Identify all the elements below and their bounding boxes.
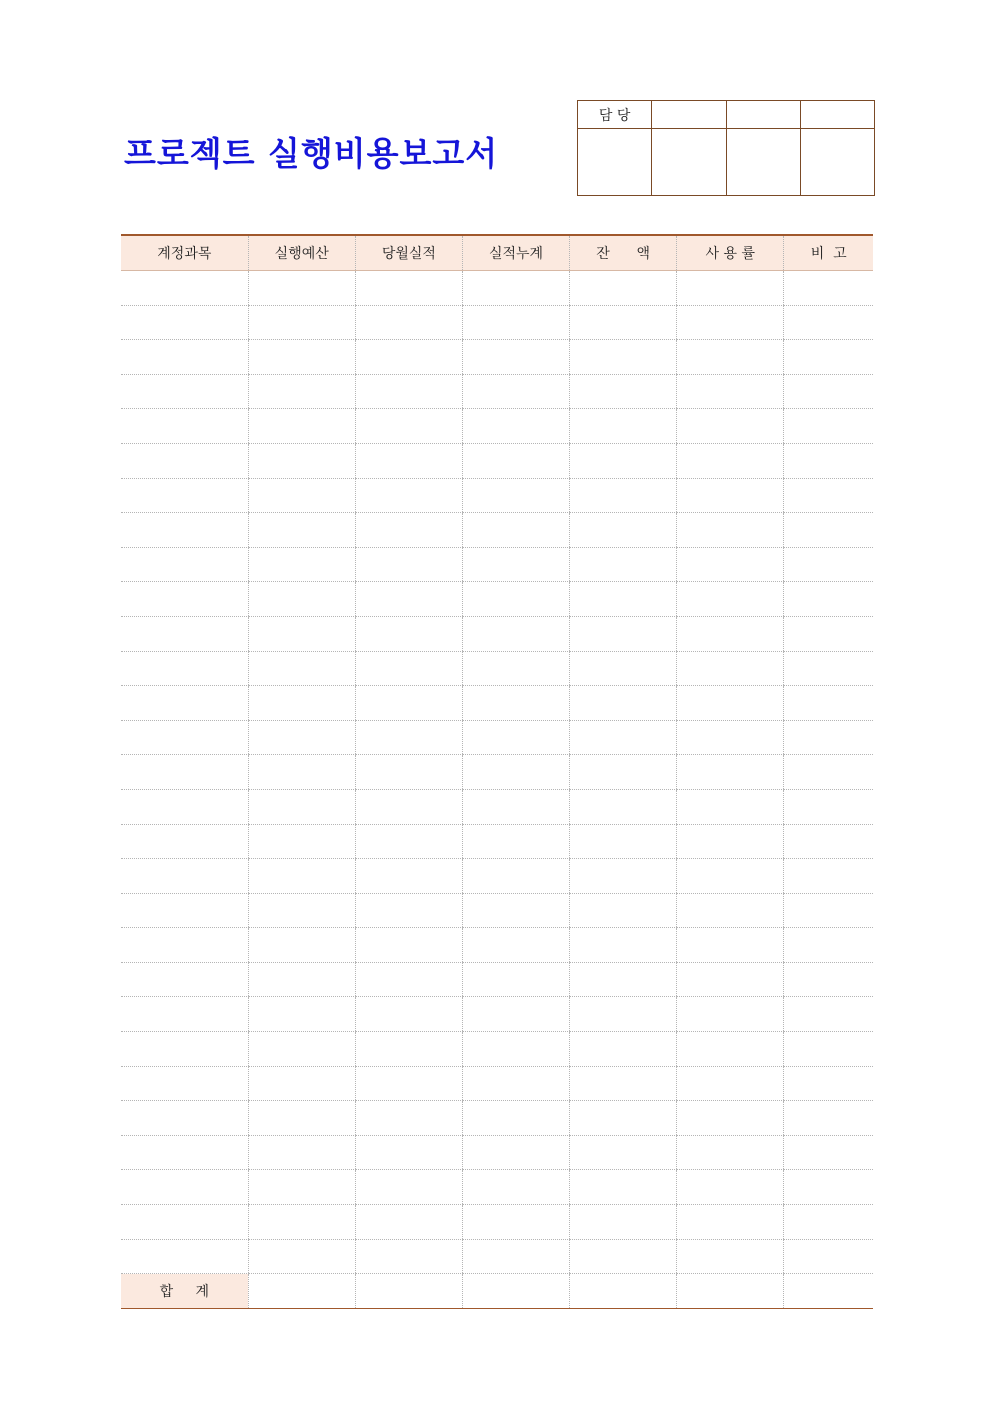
table-row (121, 789, 873, 824)
table-cell[interactable] (784, 824, 873, 859)
table-cell[interactable] (355, 582, 462, 617)
table-cell[interactable] (355, 1170, 462, 1205)
table-cell[interactable] (355, 651, 462, 686)
table-cell[interactable] (121, 1135, 248, 1170)
table-cell[interactable] (248, 616, 355, 651)
table-cell[interactable] (570, 789, 677, 824)
table-cell[interactable] (248, 374, 355, 409)
table-cell[interactable] (355, 478, 462, 513)
table-cell[interactable] (677, 1170, 784, 1205)
table-cell[interactable] (677, 928, 784, 963)
table-cell[interactable] (121, 547, 248, 582)
table-row (121, 893, 873, 928)
table-row (121, 478, 873, 513)
table-cell[interactable] (121, 1101, 248, 1136)
table-cell[interactable] (570, 547, 677, 582)
table-cell[interactable] (677, 478, 784, 513)
table-cell[interactable] (677, 340, 784, 375)
table-cell[interactable] (784, 789, 873, 824)
table-cell[interactable] (570, 374, 677, 409)
table-cell[interactable] (248, 997, 355, 1032)
table-cell[interactable] (677, 443, 784, 478)
table-cell[interactable] (462, 824, 569, 859)
table-cell[interactable] (570, 616, 677, 651)
table-cell[interactable] (784, 997, 873, 1032)
table-cell[interactable] (570, 928, 677, 963)
table-cell[interactable] (248, 962, 355, 997)
expense-table (121, 234, 873, 1309)
table-cell[interactable] (355, 1032, 462, 1067)
table-row (121, 374, 873, 409)
table-cell[interactable] (784, 374, 873, 409)
table-cell[interactable] (570, 1135, 677, 1170)
table-cell[interactable] (121, 720, 248, 755)
table-cell[interactable] (784, 1135, 873, 1170)
table-cell[interactable] (570, 859, 677, 894)
signature-cell (800, 129, 874, 196)
table-cell[interactable] (121, 789, 248, 824)
table-cell[interactable] (570, 1205, 677, 1240)
table-cell[interactable] (784, 1101, 873, 1136)
table-cell[interactable] (677, 651, 784, 686)
table-cell[interactable] (462, 1239, 569, 1274)
table-cell[interactable] (677, 547, 784, 582)
table-cell[interactable] (121, 824, 248, 859)
table-cell[interactable] (355, 893, 462, 928)
table-cell[interactable] (121, 1205, 248, 1240)
table-cell[interactable] (355, 1066, 462, 1101)
table-cell[interactable] (462, 582, 569, 617)
table-cell[interactable] (248, 1170, 355, 1205)
table-cell[interactable] (462, 1101, 569, 1136)
table-cell[interactable] (677, 1274, 784, 1309)
table-row (121, 340, 873, 375)
approval-box (577, 100, 875, 196)
table-cell[interactable] (355, 686, 462, 721)
table-cell[interactable] (784, 1205, 873, 1240)
table-cell[interactable] (784, 409, 873, 444)
table-cell[interactable] (355, 374, 462, 409)
table-cell[interactable] (570, 1101, 677, 1136)
table-cell[interactable] (462, 1032, 569, 1067)
table-cell[interactable] (248, 651, 355, 686)
table-row (121, 1239, 873, 1274)
table-cell[interactable] (248, 789, 355, 824)
table-cell[interactable] (784, 859, 873, 894)
table-cell[interactable] (784, 340, 873, 375)
table-cell[interactable] (248, 928, 355, 963)
table-cell[interactable] (677, 893, 784, 928)
table-cell[interactable] (355, 755, 462, 790)
table-cell[interactable] (355, 513, 462, 548)
table-row (121, 859, 873, 894)
table-cell[interactable] (462, 1170, 569, 1205)
total-label: 합 계 (121, 1274, 248, 1309)
signature-cell (726, 129, 800, 196)
table-cell[interactable] (248, 1066, 355, 1101)
table-cell[interactable] (677, 409, 784, 444)
table-cell[interactable] (462, 755, 569, 790)
table-cell[interactable] (677, 1032, 784, 1067)
table-row (121, 1135, 873, 1170)
table-cell[interactable] (570, 962, 677, 997)
header-remarks: 비 고 (784, 235, 873, 271)
table-cell[interactable] (121, 1170, 248, 1205)
table-cell[interactable] (677, 686, 784, 721)
table-cell[interactable] (570, 997, 677, 1032)
table-cell[interactable] (121, 893, 248, 928)
table-row (121, 1170, 873, 1205)
table-row (121, 513, 873, 548)
table-cell[interactable] (570, 513, 677, 548)
table-cell[interactable] (677, 1135, 784, 1170)
table-cell[interactable] (248, 340, 355, 375)
table-cell[interactable] (248, 409, 355, 444)
table-cell[interactable] (462, 513, 569, 548)
table-row (121, 651, 873, 686)
table-cell[interactable] (462, 340, 569, 375)
table-cell[interactable] (121, 374, 248, 409)
table-cell[interactable] (677, 789, 784, 824)
table-cell[interactable] (570, 305, 677, 340)
table-cell[interactable] (248, 859, 355, 894)
table-cell[interactable] (570, 271, 677, 306)
header-budget: 실행예산 (248, 235, 355, 271)
table-cell[interactable] (355, 616, 462, 651)
table-row (121, 928, 873, 963)
table-cell[interactable] (462, 720, 569, 755)
table-cell[interactable] (677, 1066, 784, 1101)
table-row (121, 755, 873, 790)
table-cell[interactable] (784, 616, 873, 651)
table-row (121, 1032, 873, 1067)
table-cell[interactable] (784, 928, 873, 963)
table-row (121, 1205, 873, 1240)
table-cell[interactable] (570, 1170, 677, 1205)
table-cell[interactable] (570, 1066, 677, 1101)
table-cell[interactable] (677, 582, 784, 617)
table-cell[interactable] (248, 1135, 355, 1170)
table-cell[interactable] (462, 928, 569, 963)
table-cell[interactable] (784, 305, 873, 340)
table-cell[interactable] (355, 443, 462, 478)
table-cell[interactable] (677, 755, 784, 790)
table-cell[interactable] (248, 513, 355, 548)
table-cell[interactable] (248, 755, 355, 790)
table-cell[interactable] (248, 1239, 355, 1274)
table-cell[interactable] (121, 582, 248, 617)
table-cell[interactable] (462, 305, 569, 340)
table-cell[interactable] (462, 789, 569, 824)
table-cell[interactable] (784, 478, 873, 513)
table-row (121, 686, 873, 721)
table-cell[interactable] (248, 547, 355, 582)
table-cell[interactable] (570, 1274, 677, 1309)
approval-cell (800, 101, 874, 129)
table-cell[interactable] (355, 340, 462, 375)
table-cell[interactable] (121, 859, 248, 894)
table-cell[interactable] (355, 789, 462, 824)
table-row (121, 1101, 873, 1136)
table-cell[interactable] (248, 824, 355, 859)
table-cell[interactable] (462, 1205, 569, 1240)
table-cell[interactable] (677, 859, 784, 894)
table-cell[interactable] (677, 1239, 784, 1274)
table-cell[interactable] (121, 478, 248, 513)
table-cell[interactable] (462, 1135, 569, 1170)
table-row (121, 305, 873, 340)
document-title: 프로젝트 실행비용보고서 (124, 134, 499, 173)
table-cell[interactable] (784, 720, 873, 755)
approval-cell (652, 101, 726, 129)
table-cell[interactable] (784, 651, 873, 686)
table-cell[interactable] (677, 997, 784, 1032)
table-cell[interactable] (355, 1101, 462, 1136)
table-row (121, 547, 873, 582)
table-cell[interactable] (570, 478, 677, 513)
table-cell[interactable] (570, 1239, 677, 1274)
table-body (121, 271, 873, 1309)
table-cell[interactable] (121, 651, 248, 686)
table-cell[interactable] (121, 513, 248, 548)
header-account: 계정과목 (121, 235, 248, 271)
table-cell[interactable] (355, 547, 462, 582)
table-row (121, 409, 873, 444)
table-cell[interactable] (677, 513, 784, 548)
table-cell[interactable] (570, 443, 677, 478)
table-cell[interactable] (248, 305, 355, 340)
table-cell[interactable] (355, 1274, 462, 1309)
table-cell[interactable] (677, 720, 784, 755)
table-cell[interactable] (355, 1205, 462, 1240)
table-cell[interactable] (355, 859, 462, 894)
table-cell[interactable] (248, 893, 355, 928)
table-cell[interactable] (784, 1066, 873, 1101)
table-cell[interactable] (462, 547, 569, 582)
table-cell[interactable] (784, 893, 873, 928)
table-row (121, 1066, 873, 1101)
table-cell[interactable] (462, 1274, 569, 1309)
table-cell[interactable] (462, 686, 569, 721)
table-cell[interactable] (121, 409, 248, 444)
table-cell[interactable] (121, 616, 248, 651)
table-cell[interactable] (784, 1170, 873, 1205)
table-cell[interactable] (248, 1205, 355, 1240)
table-row (121, 720, 873, 755)
table-cell[interactable] (677, 271, 784, 306)
table-row (121, 271, 873, 306)
table-cell[interactable] (248, 1274, 355, 1309)
table-cell[interactable] (121, 340, 248, 375)
signature-cell (578, 129, 652, 196)
table-cell[interactable] (248, 478, 355, 513)
header-cumulative: 실적누계 (462, 235, 569, 271)
table-cell[interactable] (121, 755, 248, 790)
table-cell[interactable] (355, 409, 462, 444)
table-cell[interactable] (462, 997, 569, 1032)
table-cell[interactable] (121, 1239, 248, 1274)
table-header-row (121, 235, 873, 271)
table-cell[interactable] (784, 582, 873, 617)
table-cell[interactable] (248, 1032, 355, 1067)
table-cell[interactable] (121, 271, 248, 306)
approval-cell (726, 101, 800, 129)
table-row (121, 582, 873, 617)
table-row (121, 824, 873, 859)
table-row (121, 443, 873, 478)
table-cell[interactable] (677, 1101, 784, 1136)
table-cell[interactable] (784, 547, 873, 582)
table-cell[interactable] (570, 340, 677, 375)
table-cell[interactable] (355, 962, 462, 997)
table-cell[interactable] (570, 755, 677, 790)
header-monthly: 당월실적 (355, 235, 462, 271)
table-cell[interactable] (462, 409, 569, 444)
table-cell[interactable] (784, 686, 873, 721)
table-cell[interactable] (677, 305, 784, 340)
table-cell[interactable] (355, 928, 462, 963)
table-cell[interactable] (355, 824, 462, 859)
table-cell[interactable] (570, 1032, 677, 1067)
table-cell[interactable] (121, 1066, 248, 1101)
table-cell[interactable] (677, 374, 784, 409)
table-row (121, 997, 873, 1032)
table-cell[interactable] (248, 443, 355, 478)
table-cell[interactable] (462, 478, 569, 513)
table-cell[interactable] (462, 616, 569, 651)
table-cell[interactable] (784, 513, 873, 548)
table-cell[interactable] (355, 271, 462, 306)
table-cell[interactable] (784, 443, 873, 478)
table-cell[interactable] (462, 1066, 569, 1101)
table-cell[interactable] (677, 616, 784, 651)
header-usage-rate: 사 용 률 (677, 235, 784, 271)
table-cell[interactable] (570, 686, 677, 721)
table-cell[interactable] (248, 686, 355, 721)
table-cell[interactable] (121, 443, 248, 478)
table-cell[interactable] (570, 893, 677, 928)
table-cell[interactable] (570, 720, 677, 755)
table-cell[interactable] (784, 271, 873, 306)
table-cell[interactable] (462, 859, 569, 894)
table-cell[interactable] (355, 997, 462, 1032)
table-row (121, 616, 873, 651)
table-cell[interactable] (570, 651, 677, 686)
table-cell[interactable] (784, 962, 873, 997)
table-cell[interactable] (462, 651, 569, 686)
table-cell[interactable] (462, 271, 569, 306)
approval-label: 담 당 (578, 101, 652, 129)
table-cell[interactable] (677, 1205, 784, 1240)
table-cell[interactable] (121, 997, 248, 1032)
table-cell[interactable] (355, 1135, 462, 1170)
signature-cell (652, 129, 726, 196)
table-cell[interactable] (462, 374, 569, 409)
table-cell[interactable] (248, 720, 355, 755)
table-row (121, 962, 873, 997)
table-cell[interactable] (248, 1101, 355, 1136)
table-cell[interactable] (248, 271, 355, 306)
table-cell[interactable] (462, 962, 569, 997)
table-cell[interactable] (121, 686, 248, 721)
table-cell[interactable] (570, 409, 677, 444)
table-cell[interactable] (121, 962, 248, 997)
table-cell[interactable] (784, 1274, 873, 1309)
total-row (121, 1274, 873, 1309)
table-cell[interactable] (462, 893, 569, 928)
table-cell[interactable] (677, 824, 784, 859)
header-balance: 잔 액 (570, 235, 677, 271)
table-cell[interactable] (462, 443, 569, 478)
table-cell[interactable] (784, 1032, 873, 1067)
table-cell[interactable] (121, 1032, 248, 1067)
table-cell[interactable] (121, 928, 248, 963)
table-cell[interactable] (784, 1239, 873, 1274)
table-cell[interactable] (570, 582, 677, 617)
table-cell[interactable] (784, 755, 873, 790)
table-cell[interactable] (677, 962, 784, 997)
table-cell[interactable] (570, 824, 677, 859)
table-cell[interactable] (248, 582, 355, 617)
table-cell[interactable] (121, 305, 248, 340)
table-cell[interactable] (355, 305, 462, 340)
table-cell[interactable] (355, 720, 462, 755)
table-cell[interactable] (355, 1239, 462, 1274)
